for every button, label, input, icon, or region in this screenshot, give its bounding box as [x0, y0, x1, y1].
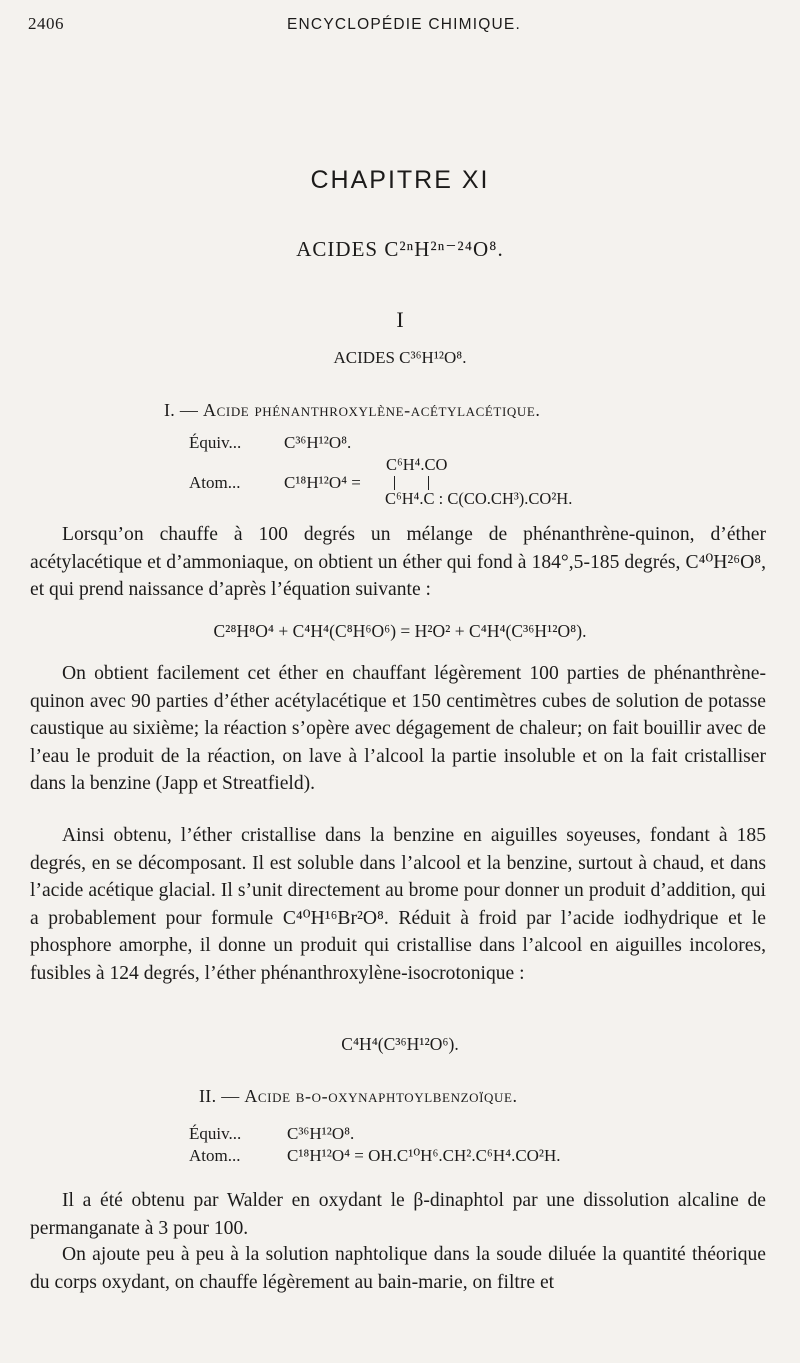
- bond-line-right: [428, 476, 429, 490]
- compound-1-paragraph-2: On obtient facilement cet éther en chauffant légèrement 100 parties de phénanthrène-quinon avec 90 parties d’éther acétylacétique et 150 centimètres cubes de solution de potasse caustique au sixième; la réaction s’opère avec dégagement de chaleur; on fait bouillir avec de l’eau le produit de la réaction, on lave à l’alcool la partie insoluble et on la fait cristalliser dans la benzine (Japp et Streatfield).: [30, 663, 766, 794]
- compound-2-equiv-label: Équiv...: [189, 1124, 242, 1143]
- compound-2-equiv-formula: C³⁶H¹²O⁸.: [287, 1124, 355, 1143]
- compound-1-paragraph-3: Ainsi obtenu, l’éther cristallise dans la benzine en aiguilles soyeuses, fondant à 185 degrés, en se décomposant. Il est soluble dans l’alcool et la benzine, surtout à chaud, et dans l’acide acétique glacial. Il s’unit directement au brome pour donner un produit d’addition, qui a probablement pour formule C⁴⁰H¹⁶Br²O⁸. Réduit à froid par l’acide iodhydrique et le phosphore amorphe, il donne un produit qui cristallise dans l’alcool en aiguilles incolores, fusibles à 124 degrés, l’éther phénanthroxylène-isocrotonique :: [30, 825, 766, 984]
- compound-1-name: Acide phénanthroxylène-acétylacétique.: [203, 400, 541, 420]
- subsection-title: ACIDES C³⁶H¹²O⁸.: [333, 348, 467, 367]
- compound-1-struct-bottom: C⁶H⁴.C : C(CO.CH³).CO²H.: [385, 489, 573, 508]
- compound-1-equiv-formula: C³⁶H¹²O⁸.: [284, 433, 352, 452]
- compound-1-struct-top: C⁶H⁴.CO: [386, 455, 448, 474]
- acids-class-title: ACIDES C²ⁿH²ⁿ⁻²⁴O⁸.: [296, 237, 504, 261]
- compound-2-heading: [199, 1086, 518, 1107]
- compound-1-number: I. —: [164, 400, 199, 420]
- compound-1-heading: [164, 400, 541, 421]
- compound-2-atom-formula: C¹⁸H¹²O⁴ = OH.C¹⁰H⁶.CH².C⁶H⁴.CO²H.: [287, 1146, 561, 1165]
- compound-1-atom-formula: C¹⁸H¹²O⁴ =: [284, 473, 361, 492]
- page-number: 2406: [28, 14, 64, 33]
- compound-2-atom-label: Atom...: [189, 1146, 241, 1165]
- compound-1-equation: C²⁸H⁸O⁴ + C⁴H⁴(C⁸H⁶O⁶) = H²O² + C⁴H⁴(C³⁶H¹²O⁸).: [213, 621, 587, 641]
- compound-1-equiv-label: Équiv...: [189, 433, 242, 452]
- compound-2-name: Acide β-o-oxynaphtoylbenzoïque.: [244, 1086, 518, 1106]
- bond-line-left: [394, 476, 395, 490]
- compound-1-final-formula: C⁴H⁴(C³⁶H¹²O⁶).: [341, 1034, 459, 1054]
- compound-2-number: II. —: [199, 1086, 240, 1106]
- running-title: ENCYCLOPÉDIE CHIMIQUE.: [287, 16, 521, 33]
- compound-1-paragraph-1: Lorsqu’on chauffe à 100 degrés un mélange de phénanthrène-quinon, d’éther acétylacétique et d’ammoniaque, on obtient un éther qui fond à 184°,5-185 degrés, C⁴⁰H²⁶O⁸, et qui prend naissance d’après l’équation suivante :: [30, 524, 766, 600]
- chapter-title: CHAPITRE XI: [310, 166, 490, 194]
- compound-2-paragraph-1: Il a été obtenu par Walder en oxydant le β-dinaphtol par une dissolution alcaline de permanganate à 3 pour 100.: [30, 1190, 766, 1239]
- compound-2-paragraph-2: On ajoute peu à peu à la solution naphtolique dans la soude diluée la quantité théorique du corps oxydant, on chauffe légèrement au bain-marie, on filtre et: [30, 1244, 766, 1293]
- subsection-numeral: I: [396, 307, 404, 332]
- compound-1-atom-label: Atom...: [189, 473, 241, 492]
